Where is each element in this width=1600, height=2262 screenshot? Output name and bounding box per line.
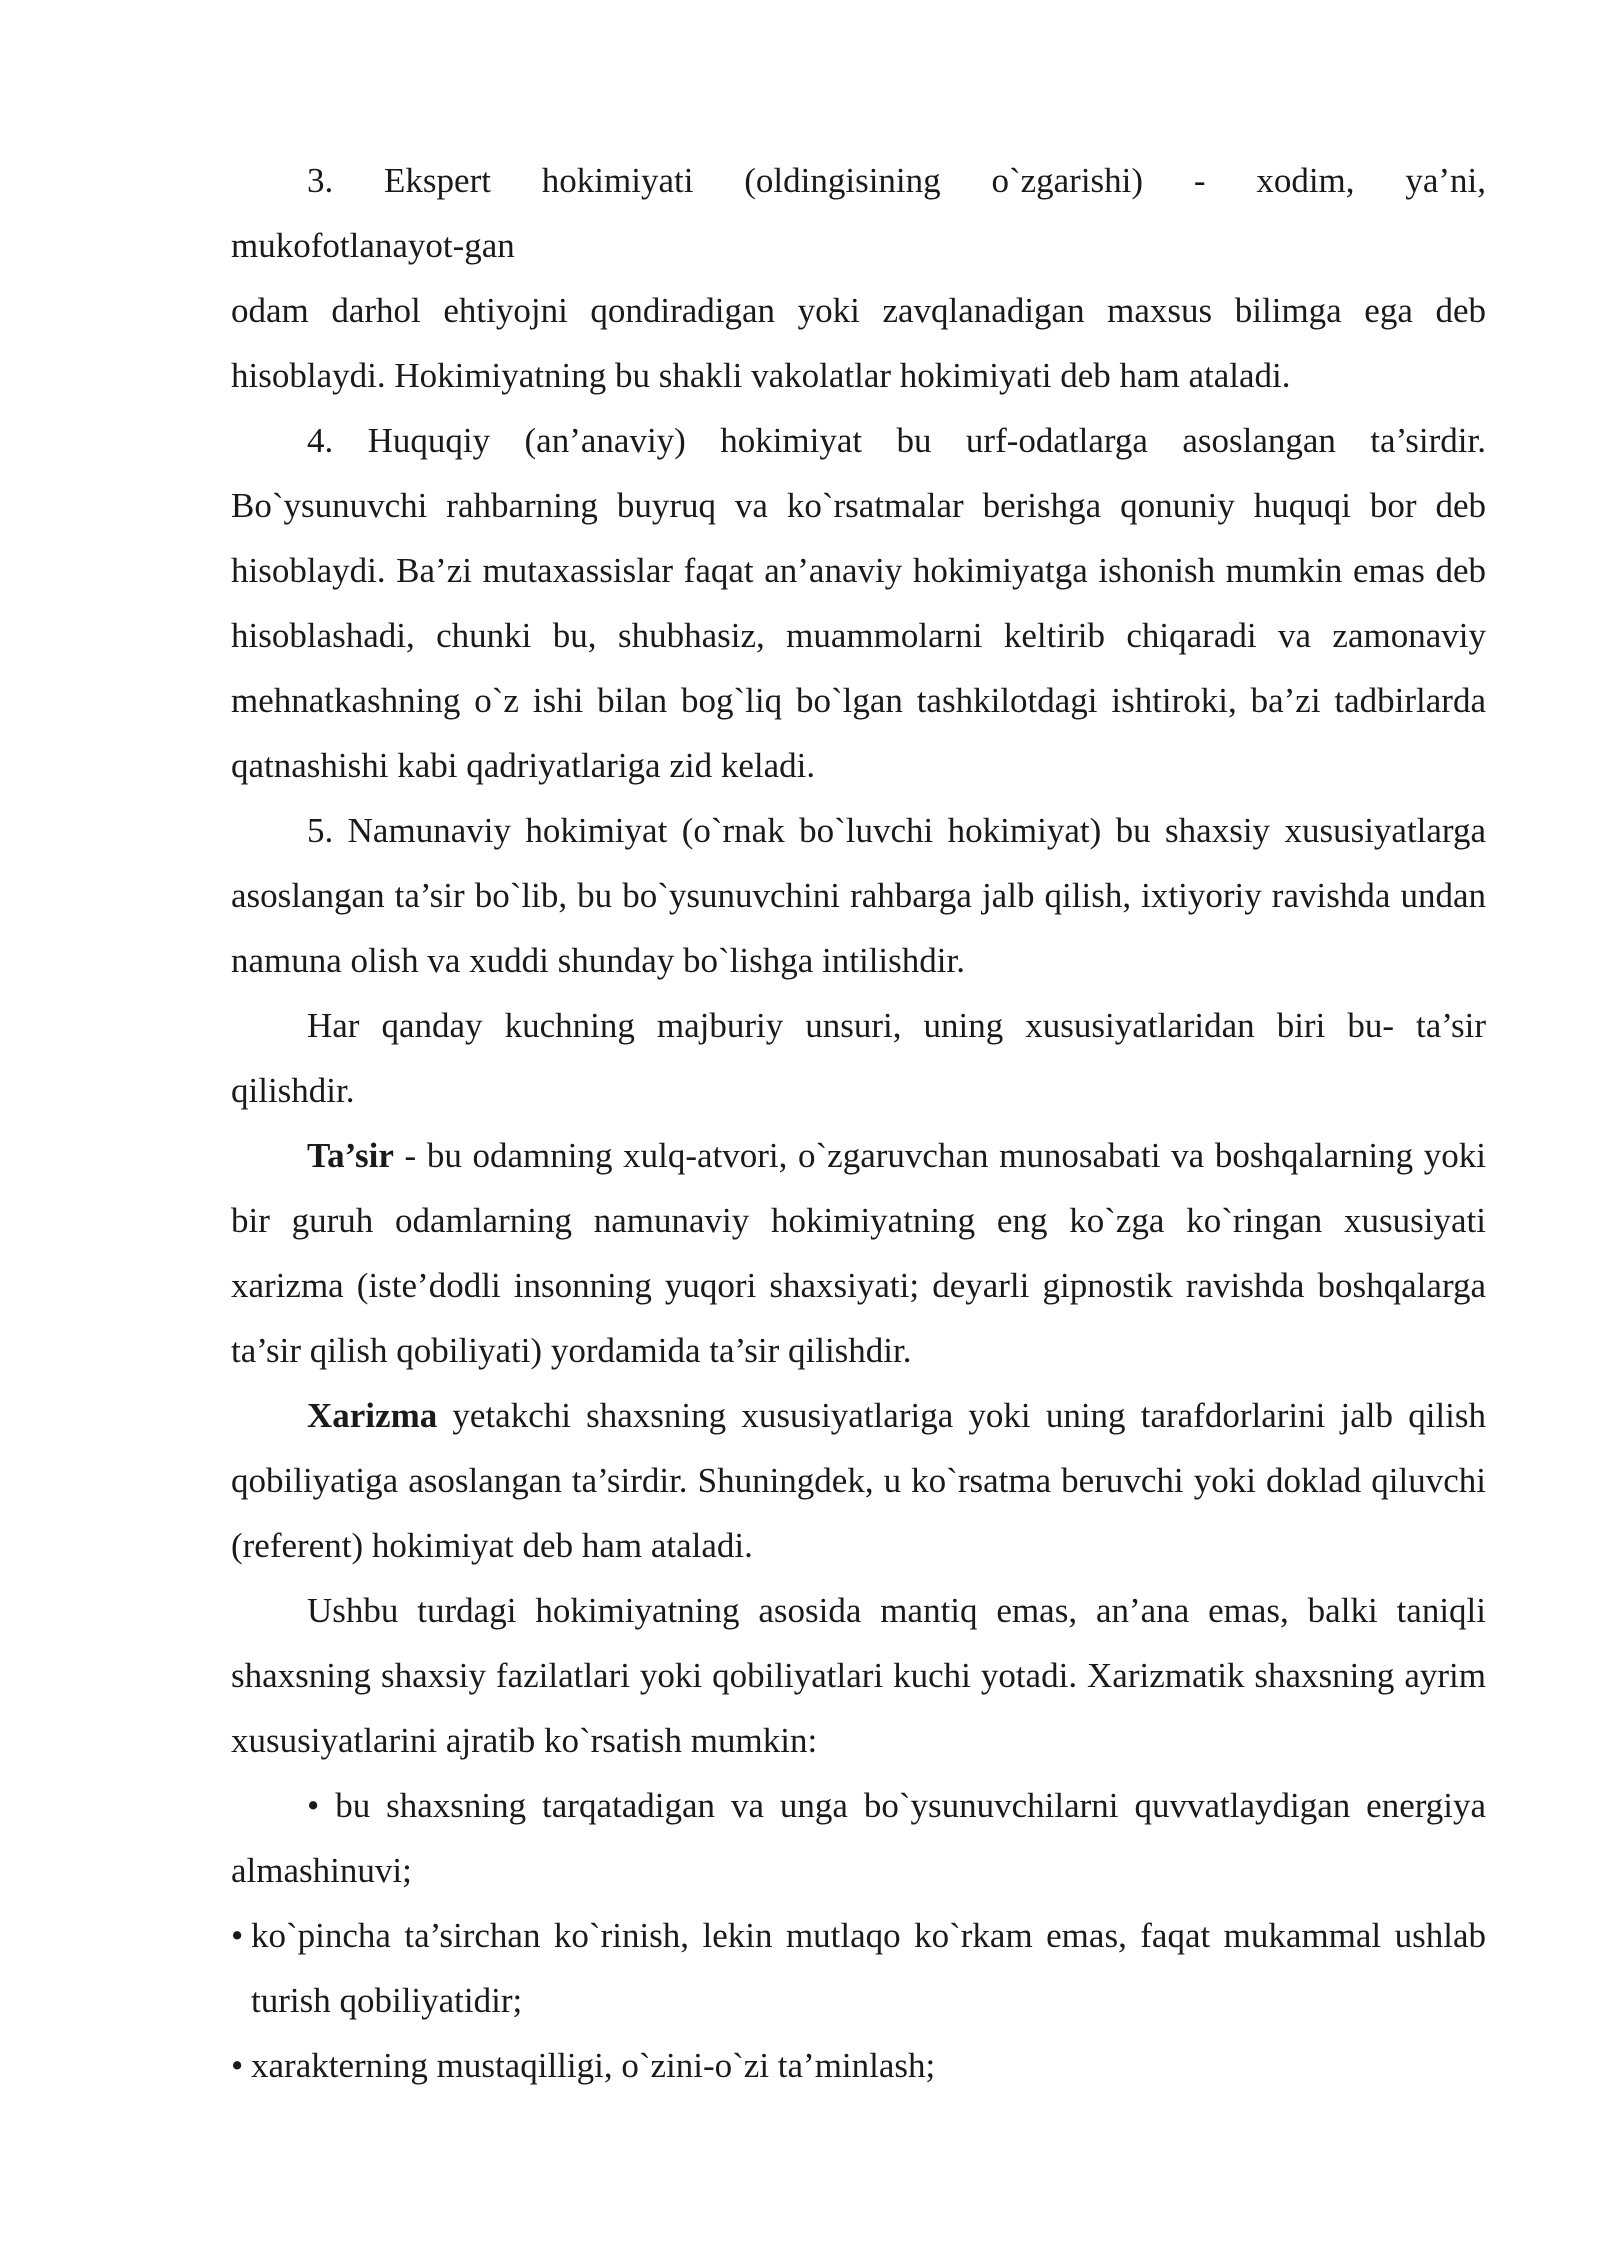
term-xarizma: Xarizma (307, 1396, 438, 1435)
paragraph-charisma-basis: Ushbu turdagi hokimiyatning asosida mantiq emas, an’ana emas, balki taniqli shaxsning shaxsiy fazilatlari yoki qobiliyatlari kuchi yotadi. Xarizmatik shaxsning ayrim xususiyatlarini ajratib ko`rsatish mumkin: (231, 1591, 1486, 1760)
bullet-text: bu shaxsning tarqatadigan va unga bo`ysunuvchilarni quvvatlaydigan energiya almashinuvi; (231, 1786, 1487, 1890)
paragraph-influence-intro: Har qanday kuchning majburiy unsuri, uning xususiyatlaridan biri bu- ta’sir qilishdir. (231, 1006, 1486, 1110)
bullet-item-independence (231, 2033, 1486, 2098)
paragraph-charisma-definition (231, 1383, 1486, 1578)
paragraph-referent-power: 5. Namunaviy hokimiyat (o`rnak bo`luvchi hokimiyat) bu shaxsiy xususiyatlarga asoslangan ta’sir bo`lib, bu bo`ysunuvchini rahbarga jalb qilish, ixtiyoriy ravishda undan namuna olish va xuddi shunday bo`lishga intilishdir. (231, 811, 1486, 980)
paragraph-legal-power: 4. Huquqiy (an’anaviy) hokimiyat bu urf-odatlarga asoslangan ta’sirdir. Bo`ysunuvchi rahbarning buyruq va ko`rsatmalar berishga qonuniy huquqi bor deb hisoblaydi. Ba’zi mutaxassislar faqat an’anaviy hokimiyatga ishonish mumkin emas deb hisoblashadi, chunki bu, shubhasiz, muammolarni keltirib chiqaradi va zamonaviy mehnatkashning o`z ishi bilan bog`liq bo`lgan tashkilotdagi ishtiroki, ba’zi tadbirlarda qatnashishi kabi qadriyatlariga zid keladi. (231, 421, 1486, 785)
bullet-icon: • (231, 2046, 244, 2085)
bullet-item-energy (231, 1773, 1486, 1903)
term-tasir: Ta’sir (307, 1136, 394, 1175)
paragraph-expert-power-body: odam darhol ehtiyojni qondiradigan yoki zavqlanadigan maxsus bilimga ega deb hisoblaydi. Hokimiyatning bu shakli vakolatlar hokimiyati deb ham ataladi. (231, 291, 1486, 395)
document-page (231, 148, 1486, 2098)
bullet-text: ko`pincha ta’sirchan ko`rinish, lekin mutlaqo ko`rkam emas, faqat mukammal ushlab turish qobiliyatidir; (251, 1916, 1486, 2020)
definition-xarizma: yetakchi shaxsning xususiyatlariga yoki uning tarafdorlarini jalb qilish qobiliyatiga asoslangan ta’sirdir. Shuningdek, u ko`rsatma beruvchi yoki doklad qiluvchi (referent) hokimiyat deb ham ataladi. (231, 1396, 1486, 1565)
paragraph-expert-power-line2: mukofotlanayot-gan (231, 226, 515, 265)
paragraph-expert-power-line1: 3. Ekspert hokimiyati (oldingisining o`zgarishi) - xodim, ya’ni, (307, 161, 1486, 200)
paragraph-influence-definition (231, 1123, 1486, 1383)
bullet-text: xarakterning mustaqilligi, o`zini-o`zi ta’minlash; (251, 2046, 936, 2085)
definition-tasir: - bu odamning xulq-atvori, o`zgaruvchan munosabati va boshqalarning yoki bir guruh odamlarning namunaviy hokimiyatning eng ko`zga ko`ringan xususiyati xarizma (iste’dodli insonning yuqori shaxsiyati; deyarli gipnostik ravishda boshqalarga ta’sir qilish qobiliyati) yordamida ta’sir qilishdir. (231, 1136, 1486, 1370)
bullet-item-appearance (231, 1903, 1486, 2033)
bullet-icon: • (231, 1916, 244, 1955)
bullet-icon: • (307, 1786, 320, 1825)
